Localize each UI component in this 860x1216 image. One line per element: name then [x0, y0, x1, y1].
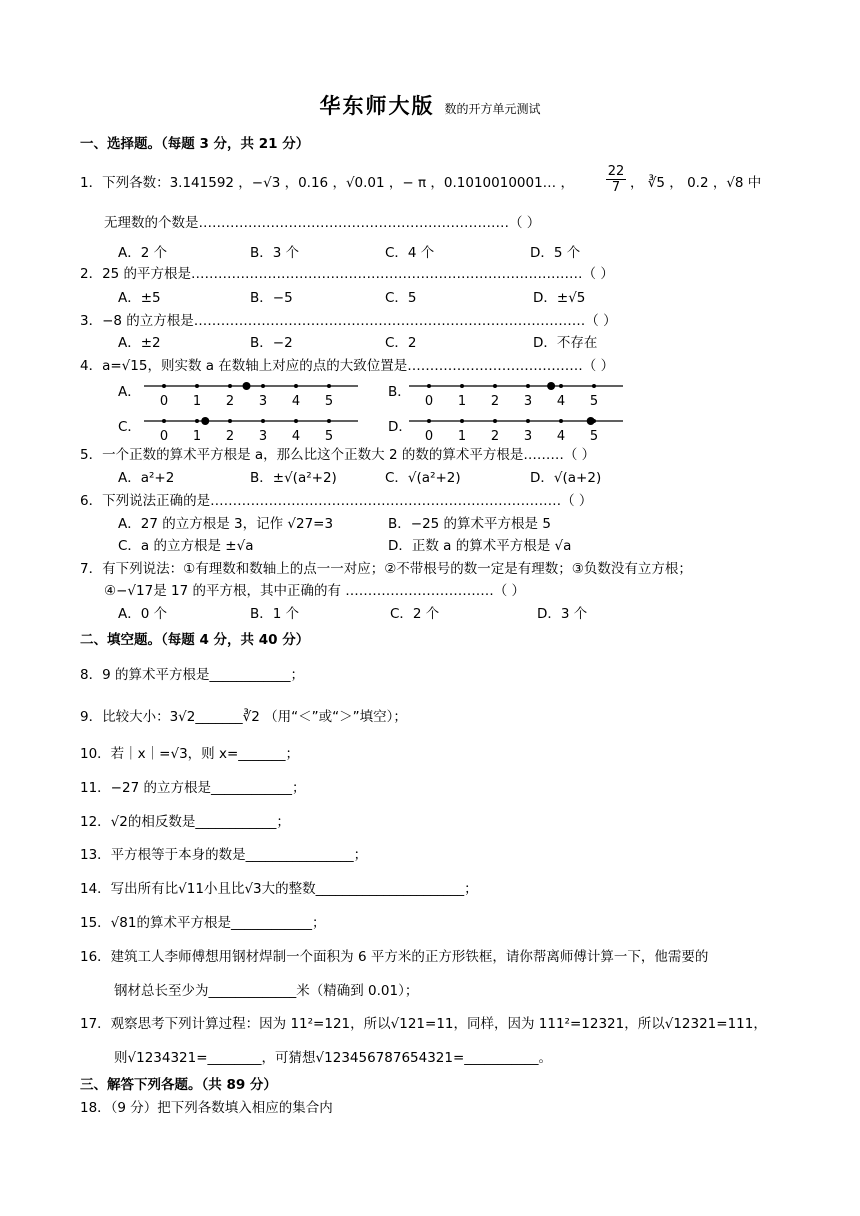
tick-dot — [228, 419, 232, 423]
q7-line2: ④−√17是 17 的平方根，其中正确的有 ……………………………（ ） — [104, 583, 526, 599]
tick-label: 4 — [556, 394, 566, 409]
tick-dot — [559, 384, 563, 388]
q2-option-c: C．5 — [385, 290, 417, 306]
q3-text: 3．−8 的立方根是……………………………………………………………………………（ ） — [80, 313, 617, 329]
q2-option-d: D．±√5 — [533, 290, 586, 306]
section-1-heading: 一、选择题。（每题 3 分，共 21 分） — [80, 136, 310, 152]
q14: 14．写出所有比√11小且比√3大的整数______________________； — [80, 881, 478, 897]
tick-label: 2 — [490, 429, 500, 444]
tick-label: 0 — [424, 394, 434, 409]
tick-label: 3 — [523, 394, 533, 409]
q5-option-b: B．±√(a²+2) — [250, 470, 337, 486]
q4-numberline-a — [140, 379, 365, 409]
tick-dot — [294, 419, 298, 423]
q3-option-b: B．−2 — [250, 335, 293, 351]
tick-label: 3 — [523, 429, 533, 444]
q6-option-b: B．−25 的算术平方根是 5 — [388, 516, 551, 532]
q4-numberline-d — [405, 414, 630, 444]
tick-label: 0 — [424, 429, 434, 444]
q1-frac-den: 7 — [606, 179, 626, 195]
q6-text: 6．下列说法正确的是……………………………………………………………………（ ） — [80, 493, 593, 509]
q3-option-c: C．2 — [385, 335, 417, 351]
tick-dot — [327, 419, 331, 423]
q7-option-c: C．2 个 — [390, 606, 440, 622]
q1-option-d: D．5 个 — [530, 245, 581, 261]
tick-label: 0 — [159, 429, 169, 444]
section-2-heading: 二、填空题。（每题 4 分，共 40 分） — [80, 632, 310, 648]
tick-dot — [228, 384, 232, 388]
q13: 13．平方根等于本身的数是________________； — [80, 847, 368, 863]
tick-dot — [427, 419, 431, 423]
q16-line1: 16．建筑工人李师傅想用钢材焊制一个面积为 6 平方米的正方形铁框，请你帮离师傅计算一下，他需要的 — [80, 949, 709, 965]
tick-label: 2 — [225, 429, 235, 444]
marked-point — [201, 417, 209, 425]
tick-dot — [526, 419, 530, 423]
title-sub: 数的开方单元测试 — [444, 102, 541, 116]
q3-option-d: D．不存在 — [533, 335, 598, 351]
q6-option-c: C．a 的立方根是 ±√a — [118, 538, 254, 554]
q11: 11．−27 的立方根是____________； — [80, 780, 306, 796]
section-3-heading: 三、解答下列各题。（共 89 分） — [80, 1077, 277, 1093]
tick-label: 0 — [159, 394, 169, 409]
q8: 8．9 的算术平方根是____________； — [80, 667, 304, 683]
q5-option-a: A．a²+2 — [118, 470, 175, 486]
tick-dot — [294, 384, 298, 388]
q1-line2: 无理数的个数是……………………………………………………………（ ） — [104, 215, 541, 231]
q2-option-a: A．±5 — [118, 290, 161, 306]
q4-label-b: B． — [388, 384, 411, 400]
q7-option-a: A．0 个 — [118, 606, 168, 622]
tick-dot — [261, 419, 265, 423]
q1-option-c: C．4 个 — [385, 245, 435, 261]
q1-option-a: A．2 个 — [118, 245, 168, 261]
q4-label-d: D． — [388, 419, 412, 435]
tick-dot — [460, 419, 464, 423]
tick-label: 1 — [457, 394, 467, 409]
tick-dot — [162, 384, 166, 388]
marked-point — [547, 382, 555, 390]
q7-option-d: D．3 个 — [537, 606, 588, 622]
q7-option-b: B．1 个 — [250, 606, 300, 622]
tick-dot — [592, 384, 596, 388]
tick-label: 3 — [258, 429, 268, 444]
q1-line1 — [80, 174, 574, 192]
tick-label: 2 — [490, 394, 500, 409]
q2-option-b: B．−5 — [250, 290, 293, 306]
q9: 9．比较大小：3√2_______∛2 （用“＜”或“＞”填空）； — [80, 709, 407, 725]
tick-label: 5 — [589, 394, 599, 409]
tick-dot — [162, 419, 166, 423]
q4-numberline-b — [405, 379, 630, 409]
tick-label: 4 — [291, 429, 301, 444]
q3-option-a: A．±2 — [118, 335, 161, 351]
q7-line1: 7．有下列说法：①有理数和数轴上的点一一对应；②不带根号的数一定是有理数；③负数没有立方根； — [80, 561, 692, 577]
tick-label: 2 — [225, 394, 235, 409]
tick-dot — [327, 384, 331, 388]
page-title — [0, 92, 860, 123]
tick-dot — [526, 384, 530, 388]
tick-dot — [493, 419, 497, 423]
tick-dot — [261, 384, 265, 388]
q18: 18．（9 分）把下列各数填入相应的集合内 — [80, 1100, 333, 1116]
tick-label: 1 — [192, 394, 202, 409]
q1-fraction — [606, 164, 626, 195]
q1-option-b: B．3 个 — [250, 245, 300, 261]
tick-dot — [493, 384, 497, 388]
q17-line1: 17．观察思考下列计算过程：因为 11²=121，所以√121=11，同样，因为 111²=12321，所以√12321=111， — [80, 1016, 767, 1032]
tick-label: 1 — [457, 429, 467, 444]
q15: 15．√81的算术平方根是____________； — [80, 915, 326, 931]
q6-option-d: D．正数 a 的算术平方根是 √a — [388, 538, 572, 554]
q1-pre: 1．下列各数：3.141592 ，−√3 ，0.16 ，√0.01 ，− π ，0.1010010001… ， — [80, 175, 574, 191]
tick-label: 4 — [291, 394, 301, 409]
q6-option-a: A．27 的立方根是 3，记作 √27=3 — [118, 516, 334, 532]
q5-option-c: C．√(a²+2) — [385, 470, 461, 486]
tick-dot — [427, 384, 431, 388]
q12: 12．√2的相反数是____________； — [80, 814, 290, 830]
tick-label: 5 — [324, 394, 334, 409]
q10: 10．若｜x｜=√3，则 x=_______； — [80, 746, 300, 762]
tick-dot — [195, 419, 199, 423]
q4-label-c: C． — [118, 419, 141, 435]
marked-point — [587, 417, 595, 425]
tick-dot — [195, 384, 199, 388]
tick-label: 3 — [258, 394, 268, 409]
q4-label-a: A． — [118, 384, 141, 400]
q16-line2: 钢材总长至少为_____________米（精确到 0.01）； — [114, 983, 419, 999]
q4-text: 4．a=√15，则实数 a 在数轴上对应的点的大致位置是…………………………………（ ） — [80, 358, 615, 374]
tick-dot — [559, 419, 563, 423]
marked-point — [243, 382, 251, 390]
q5-option-d: D．√(a+2) — [530, 470, 602, 486]
tick-label: 1 — [192, 429, 202, 444]
q2-text: 2．25 的平方根是……………………………………………………………………………（ ） — [80, 266, 614, 282]
q1-frac-num: 22 — [607, 164, 625, 179]
tick-label: 4 — [556, 429, 566, 444]
title-main: 华东师大版 — [319, 94, 435, 118]
tick-dot — [460, 384, 464, 388]
tick-label: 5 — [589, 429, 599, 444]
q4-numberline-c — [140, 414, 365, 444]
tick-label: 5 — [324, 429, 334, 444]
q17-line2: 则√1234321=________，可猜想√123456787654321=___________。 — [114, 1050, 553, 1066]
q5-text: 5．一个正数的算术平方根是 a，那么比这个正数大 2 的数的算术平方根是………（ ） — [80, 447, 596, 463]
q1-post: ， ∛5 ， 0.2 ，√8 中 — [630, 175, 762, 191]
